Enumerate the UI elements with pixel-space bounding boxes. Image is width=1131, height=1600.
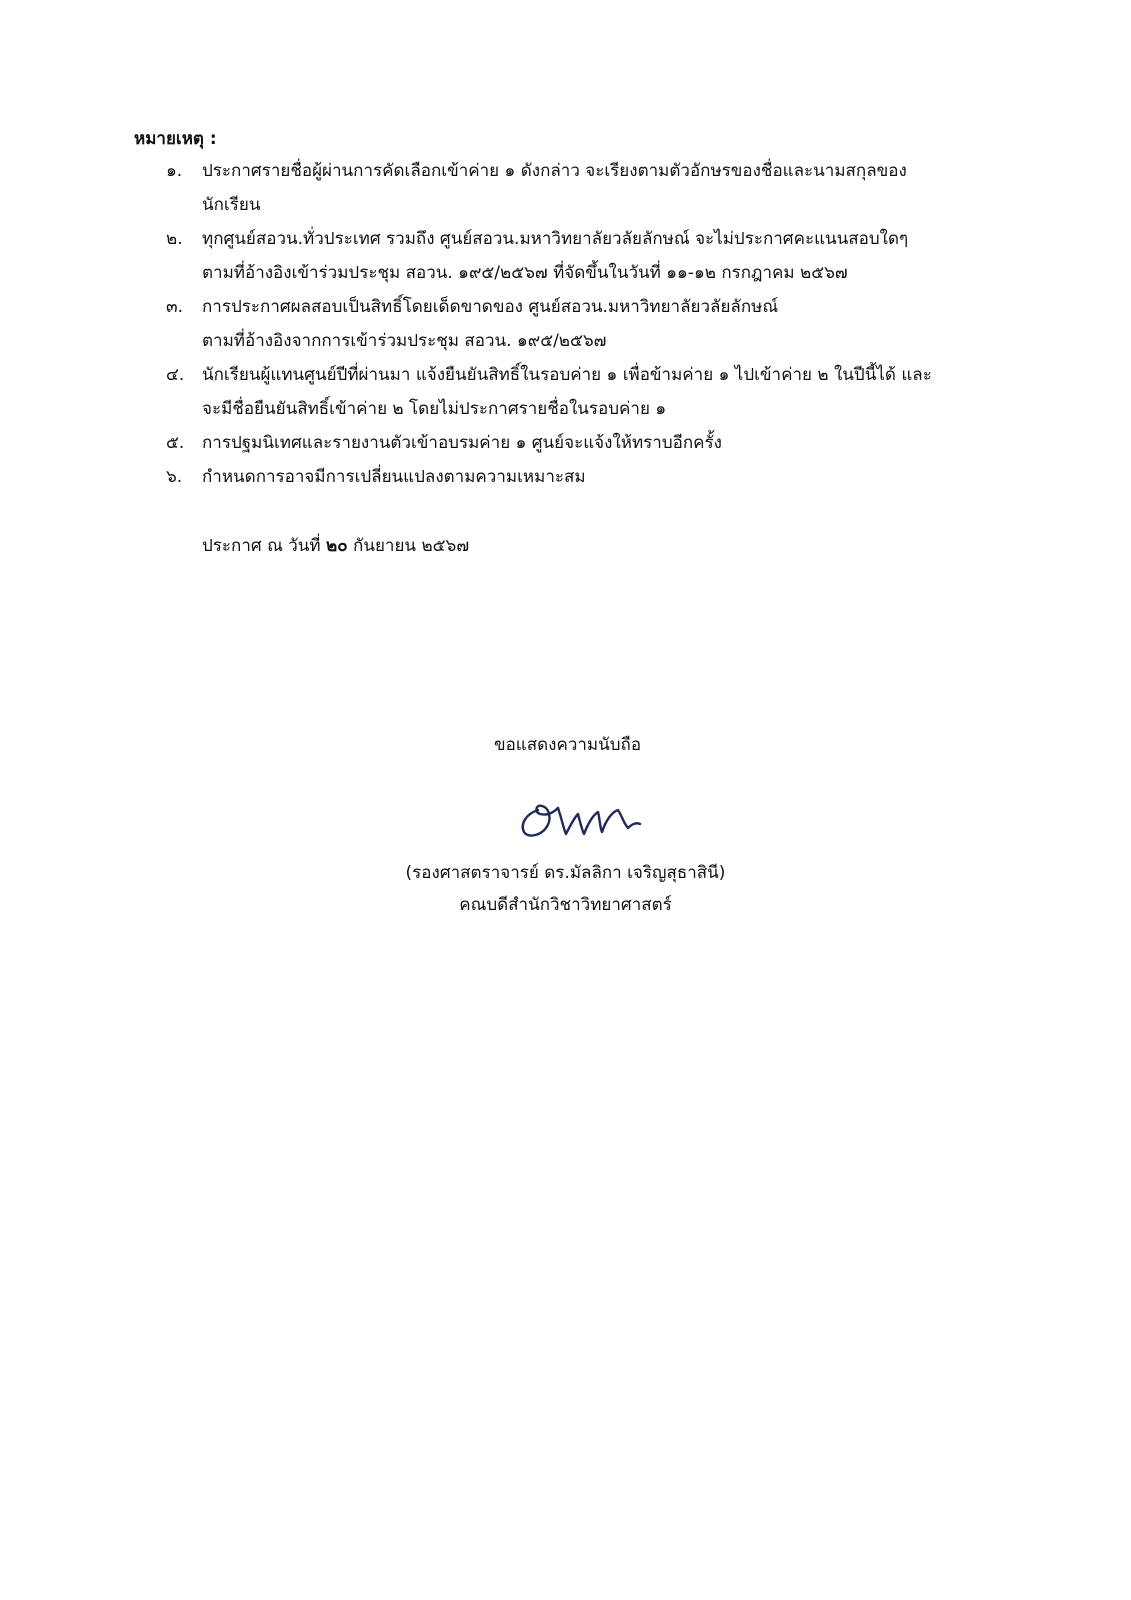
announcement-prefix: ประกาศ ณ วันที่ <box>202 536 321 556</box>
handwritten-signature <box>512 790 652 846</box>
note-number: ๖. <box>166 467 183 487</box>
note-number: ๑. <box>166 161 183 181</box>
note-text-line: ประกาศรายชื่อผู้ผ่านการคัดเลือกเข้าค่าย ๑ ดังกล่าว จะเรียงตามตัวอักษรของชื่อและนามสกุลของ <box>202 161 907 181</box>
notes-heading: หมายเหตุ : <box>134 129 217 149</box>
note-number: ๓. <box>166 297 184 317</box>
note-text-line: กำหนดการอาจมีการเปลี่ยนแปลงตามความเหมาะสม <box>202 467 586 487</box>
announcement-suffix: กันยายน ๒๕๖๗ <box>353 536 470 556</box>
note-text-line: ตามที่อ้างอิงเข้าร่วมประชุม สอวน. ๑๙๕/๒๕๖๗ ที่จัดขึ้นในวันที่ ๑๑-๑๒ กรกฎาคม ๒๕๖๗ <box>202 263 848 283</box>
note-text-line: การประกาศผลสอบเป็นสิทธิ์โดยเด็ดขาดของ ศูนย์สอวน.มหาวิทยาลัยวลัยลักษณ์ <box>202 297 779 317</box>
note-text-line: นักเรียน <box>202 195 261 215</box>
note-number: ๔. <box>166 365 185 385</box>
note-text-line: นักเรียนผู้แทนศูนย์ปีที่ผ่านมา แจ้งยืนยันสิทธิ์ในรอบค่าย ๑ เพื่อข้ามค่าย ๑ ไปเข้าค่าย ๒ ในปีนี้ได้ และ <box>202 365 932 385</box>
closing-text: ขอแสดงความนับถือ <box>493 735 642 755</box>
note-number: ๒. <box>166 229 183 249</box>
announcement-day: ๒๐ <box>326 536 348 556</box>
closing-phrase <box>0 732 1131 758</box>
note-text-line: จะมีชื่อยืนยันสิทธิ์เข้าค่าย ๒ โดยไม่ประกาศรายชื่อในรอบค่าย ๑ <box>202 399 667 419</box>
note-text-line: ตามที่อ้างอิงจากการเข้าร่วมประชุม สอวน. ๑๙๕/๒๕๖๗ <box>202 331 607 351</box>
note-text-line: การปฐมนิเทศและรายงานตัวเข้าอบรมค่าย ๑ ศูนย์จะแจ้งให้ทราบอีกครั้ง <box>202 433 722 453</box>
signer-name: (รองศาสตราจารย์ ดร.มัลลิกา เจริญสุธาสินี) <box>405 863 726 883</box>
announcement-date <box>202 532 469 560</box>
note-number: ๕. <box>166 433 185 453</box>
signer-position: คณบดีสำนักวิชาวิทยาศาสตร์ <box>459 895 672 915</box>
note-text-line: ทุกศูนย์สอวน.ทั่วประเทศ รวมถึง ศูนย์สอวน.มหาวิทยาลัยวลัยลักษณ์ จะไม่ประกาศคะแนนสอบใดๆ <box>202 229 909 249</box>
